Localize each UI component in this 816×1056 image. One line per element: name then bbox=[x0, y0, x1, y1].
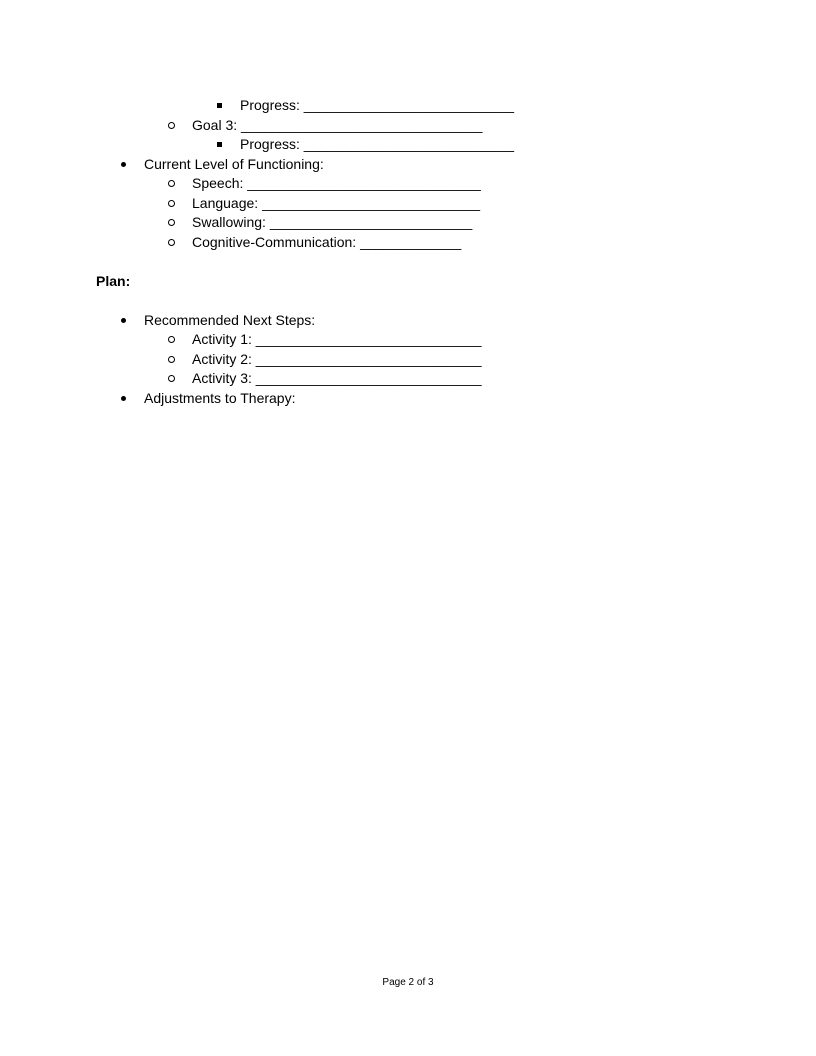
circle-bullet-icon bbox=[165, 213, 177, 233]
square-bullet-icon bbox=[213, 135, 225, 155]
dot-bullet-icon bbox=[117, 311, 129, 331]
plan-heading: Plan: bbox=[96, 273, 131, 289]
list-item-progress: Progress: ___________________________ bbox=[240, 136, 515, 152]
list-item-language: Language: ____________________________ bbox=[192, 195, 481, 211]
list-item-activity-1: Activity 1: _____________________________ bbox=[192, 331, 482, 347]
list-item-swallowing: Swallowing: __________________________ bbox=[192, 214, 473, 230]
list-item-progress: Progress: ___________________________ bbox=[240, 97, 515, 113]
circle-bullet-icon bbox=[165, 174, 177, 194]
dot-bullet-icon bbox=[117, 155, 129, 175]
square-bullet-icon bbox=[213, 96, 225, 116]
circle-bullet-icon bbox=[165, 350, 177, 370]
circle-bullet-icon bbox=[165, 233, 177, 253]
circle-bullet-icon bbox=[165, 194, 177, 214]
list-item-cognitive-communication: Cognitive-Communication: _____________ bbox=[192, 234, 462, 250]
list-item-speech: Speech: ______________________________ bbox=[192, 175, 481, 191]
list-item-goal-3: Goal 3: _______________________________ bbox=[192, 117, 483, 133]
list-item-activity-3: Activity 3: _____________________________ bbox=[192, 370, 482, 386]
circle-bullet-icon bbox=[165, 330, 177, 350]
list-item-activity-2: Activity 2: _____________________________ bbox=[192, 351, 482, 367]
list-item-current-level: Current Level of Functioning: bbox=[144, 156, 324, 172]
dot-bullet-icon bbox=[117, 389, 129, 409]
page-number-footer: Page 2 of 3 bbox=[382, 977, 434, 988]
circle-bullet-icon bbox=[165, 116, 177, 136]
circle-bullet-icon bbox=[165, 369, 177, 389]
list-item-adjustments-to-therapy: Adjustments to Therapy: bbox=[144, 390, 296, 406]
list-item-recommended-next-steps: Recommended Next Steps: bbox=[144, 312, 316, 328]
